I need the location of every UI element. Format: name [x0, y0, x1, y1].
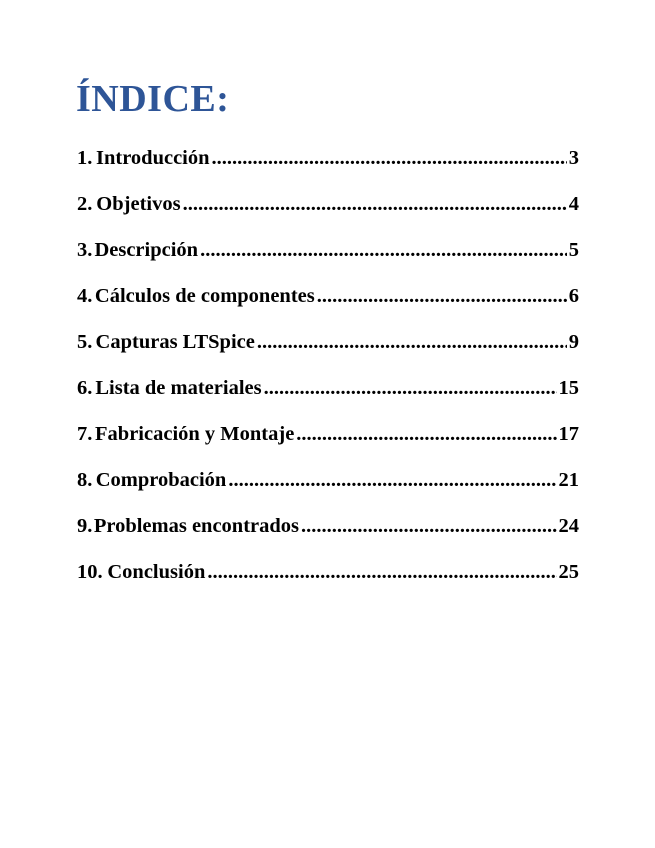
toc-entry-number: 7. — [77, 423, 93, 445]
toc-entry-number: 9. — [77, 515, 93, 537]
toc-entry-label: Comprobación — [95, 469, 227, 491]
toc-entry-9[interactable] — [77, 512, 579, 558]
toc-entry-label: Conclusión — [107, 561, 206, 583]
toc-entry-page: 4 — [568, 193, 579, 215]
toc-entry-page: 9 — [568, 331, 579, 353]
toc-dot-leader — [301, 512, 556, 540]
toc-entry-number: 6. — [77, 377, 93, 399]
toc-dot-leader — [317, 282, 567, 310]
toc-entry-page: 25 — [558, 561, 579, 583]
toc-entry-label: Fabricación y Montaje — [95, 423, 295, 445]
toc-entry-page: 6 — [568, 285, 579, 307]
toc-dot-leader — [228, 466, 556, 494]
toc-entry-label: Capturas LTSpice — [95, 331, 255, 353]
toc-entry-page: 21 — [558, 469, 579, 491]
toc-entry-7[interactable] — [77, 420, 579, 466]
toc-entry-8[interactable] — [77, 466, 579, 512]
toc-entry-label: Problemas encontrados — [93, 515, 300, 537]
toc-entry-6[interactable] — [77, 374, 579, 420]
toc-entry-number: 3. — [77, 239, 93, 261]
toc-entry-page: 5 — [568, 239, 579, 261]
index-title: ÍNDICE: — [76, 78, 230, 120]
toc-entry-5[interactable] — [77, 328, 579, 374]
toc-entry-page: 3 — [568, 147, 579, 169]
toc-entry-3[interactable] — [77, 236, 579, 282]
toc-entry-1[interactable] — [77, 144, 579, 190]
toc-entry-number: 1. — [77, 147, 93, 169]
toc-entry-10[interactable] — [77, 558, 579, 604]
toc-dot-leader — [296, 420, 556, 448]
toc-entry-2[interactable] — [77, 190, 579, 236]
toc-dot-leader — [264, 374, 557, 402]
toc-dot-leader — [200, 236, 567, 264]
toc-entry-number: 8. — [77, 469, 93, 491]
toc-entry-number: 2. — [77, 193, 93, 215]
toc-dot-leader — [207, 558, 556, 586]
table-of-contents — [77, 144, 579, 604]
toc-entry-label: Objetivos — [96, 193, 181, 215]
toc-entry-label: Cálculos de componentes — [94, 285, 315, 307]
toc-entry-label: Introducción — [96, 147, 210, 169]
toc-entry-label: Lista de materiales — [95, 377, 262, 399]
toc-dot-leader — [257, 328, 567, 356]
toc-entry-page: 15 — [558, 377, 579, 399]
toc-entry-page: 17 — [558, 423, 579, 445]
toc-entry-page: 24 — [558, 515, 579, 537]
toc-entry-4[interactable] — [77, 282, 579, 328]
toc-entry-number: 5. — [77, 331, 93, 353]
toc-entry-number: 4. — [77, 285, 93, 307]
toc-dot-leader — [212, 144, 567, 172]
toc-entry-number: 10. — [77, 561, 103, 583]
toc-entry-label: Descripción — [94, 239, 199, 261]
toc-dot-leader — [183, 190, 567, 218]
